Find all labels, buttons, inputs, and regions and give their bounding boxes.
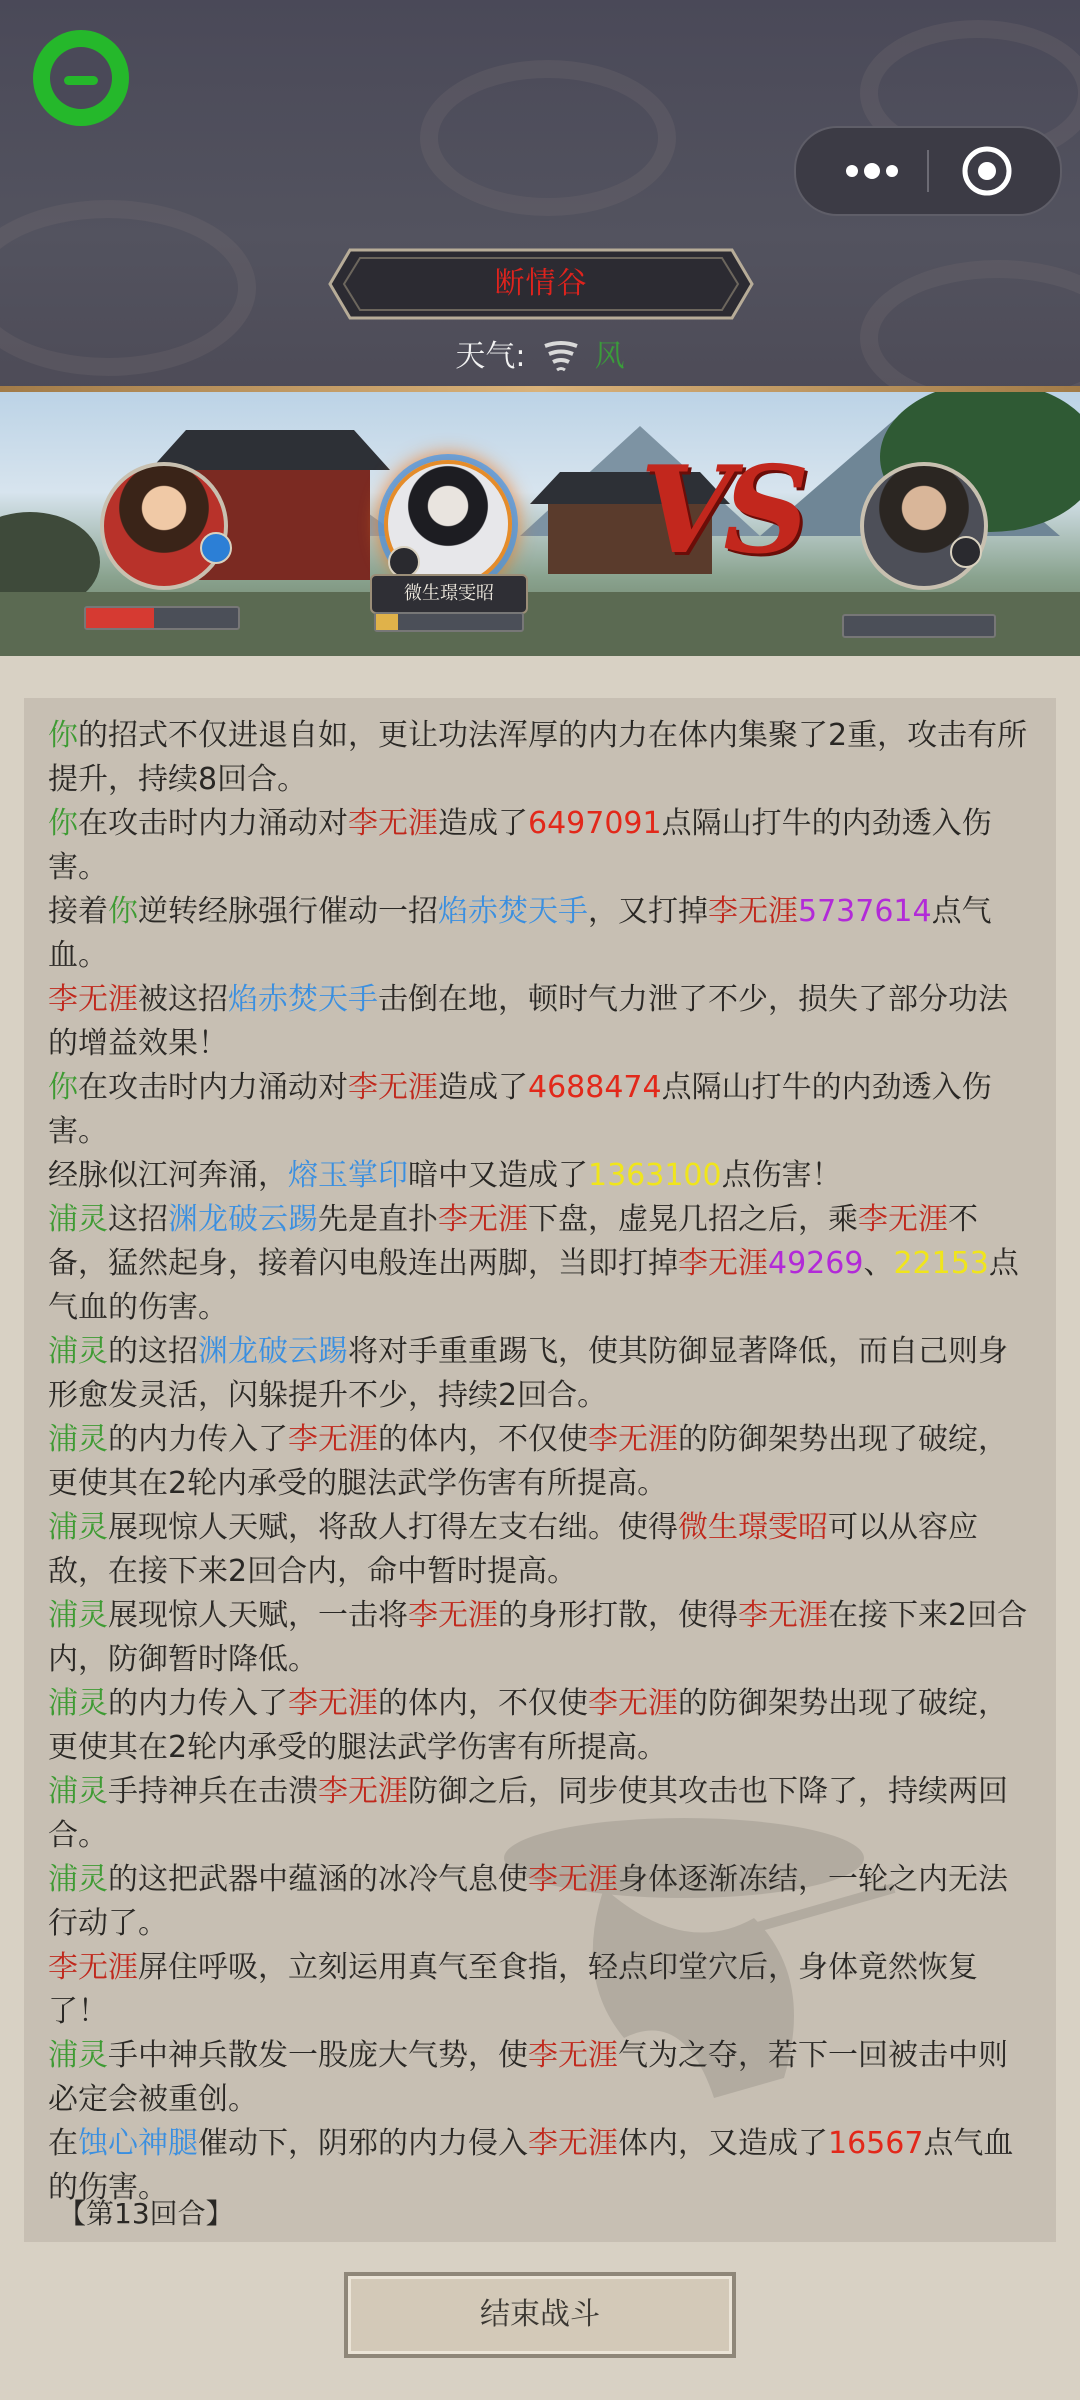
damage-value: 4688474	[528, 1070, 662, 1105]
temple-roof	[150, 430, 390, 470]
log-text: 击倒在地，顿时气力泄了不少，损失了部分功法的增益效果！	[48, 982, 1008, 1061]
damage-value: 49269	[768, 1246, 864, 1281]
target-circle-icon[interactable]	[932, 128, 1042, 214]
character-name: 浦灵	[48, 1422, 108, 1457]
character-name: 李无涯	[48, 982, 138, 1017]
log-text: 将对手重重踢飞，使其防御显著降低，而自己则身形愈发灵活，闪躲提升不少，持续2回合。	[48, 1334, 1008, 1413]
log-text: ，又打掉	[588, 894, 708, 929]
tornado-icon	[541, 338, 581, 378]
character-name: 李无涯	[318, 1774, 408, 1809]
log-entry	[48, 978, 1032, 1066]
hero-name-plate: 微生璟雯昭	[370, 574, 528, 614]
character-name: 李无涯	[48, 1950, 138, 1985]
hero-hp-fill	[376, 614, 398, 630]
battle-log-list	[48, 714, 1032, 2210]
log-text: 点伤害！	[721, 1158, 842, 1193]
character-name: 李无涯	[678, 1246, 768, 1281]
character-name: 你	[48, 806, 78, 841]
log-text: 的内力传入了	[108, 1422, 288, 1457]
log-text: 防御之后，同步使其攻击也下降了，持续两回合。	[48, 1774, 1008, 1853]
log-text: 这招	[108, 1202, 168, 1237]
top-header	[0, 0, 1080, 392]
log-text: 的体内，不仅使	[378, 1422, 588, 1457]
rank-badge-icon	[950, 536, 982, 568]
character-name: 李无涯	[528, 2038, 618, 2073]
damage-value: 6497091	[528, 806, 662, 841]
log-entry	[48, 1946, 1032, 2034]
character-name: 李无涯	[588, 1422, 678, 1457]
log-text: 造成了	[438, 1070, 528, 1105]
log-text: 点隔山打牛的内劲透入伤害。	[48, 806, 992, 885]
character-name: 微生璟雯昭	[678, 1510, 828, 1545]
character-name: 李无涯	[528, 2126, 618, 2161]
log-text: 的这把武器中蕴涵的冰冷气息使	[108, 1862, 528, 1897]
log-entry	[48, 1198, 1032, 1330]
log-entry	[48, 1682, 1032, 1770]
character-name: 李无涯	[708, 894, 798, 929]
log-text: 的防御架势出现了破绽，更使其在2轮内承受的腿法武学伤害有所提高。	[48, 1422, 1008, 1501]
log-text: 展现惊人天赋，一击将	[108, 1598, 408, 1633]
log-text: 在攻击时内力涌动对	[78, 806, 348, 841]
character-name: 李无涯	[528, 1862, 618, 1897]
character-name: 李无涯	[858, 1202, 948, 1237]
log-text: 造成了	[438, 806, 528, 841]
log-text: 的这招	[108, 1334, 198, 1369]
character-name: 浦灵	[48, 1686, 108, 1721]
log-entry	[48, 1770, 1032, 1858]
weather-row	[0, 332, 1080, 382]
log-text: 接着	[48, 894, 108, 929]
end-battle-label: 结束战斗	[480, 2297, 600, 2332]
location-name: 断情谷	[494, 266, 588, 301]
log-text: 的身形打散，使得	[498, 1598, 738, 1633]
character-name: 李无涯	[588, 1686, 678, 1721]
enemy-avatar[interactable]	[860, 462, 988, 590]
character-name: 浦灵	[48, 1774, 108, 1809]
character-name: 你	[48, 1070, 78, 1105]
log-entry	[48, 1330, 1032, 1418]
log-text: 体内，又造成了	[618, 2126, 828, 2161]
log-text: 先是直扑	[318, 1202, 438, 1237]
skill-name: 蚀心神腿	[78, 2126, 198, 2161]
player-hp-fill	[86, 608, 154, 628]
log-entry	[48, 802, 1032, 890]
character-name: 浦灵	[48, 1510, 108, 1545]
character-name: 李无涯	[348, 806, 438, 841]
capsule-divider	[927, 150, 929, 192]
enemy-hp-bar	[842, 614, 996, 638]
log-text: 的内力传入了	[108, 1686, 288, 1721]
character-name: 浦灵	[48, 2038, 108, 2073]
log-entry	[48, 1506, 1032, 1594]
log-text: 的体内，不仅使	[378, 1686, 588, 1721]
log-entry	[48, 1154, 1032, 1198]
log-text: 展现惊人天赋，将敌人打得左支右绌。使得	[108, 1510, 678, 1545]
round-label: 【第13回合】	[58, 2197, 234, 2230]
damage-value: 5737614	[798, 894, 932, 929]
mini-program-capsule	[794, 126, 1062, 216]
element-badge-icon	[200, 532, 232, 564]
log-entry	[48, 1858, 1032, 1946]
log-text: 点气血的伤害。	[48, 1246, 1019, 1325]
hero-hp-bar	[374, 612, 524, 632]
skill-name: 熔玉掌印	[288, 1158, 408, 1193]
log-text: 手中神兵散发一股庞大气势，使	[108, 2038, 528, 2073]
log-text: 在接下来2回合内，防御暂时降低。	[48, 1598, 1028, 1677]
log-text: 、	[863, 1246, 894, 1281]
character-name: 李无涯	[288, 1422, 378, 1457]
log-text: 气为之夺，若下一回被击中则必定会被重创。	[48, 2038, 1008, 2117]
skill-name: 渊龙破云踢	[168, 1202, 318, 1237]
character-name: 你	[48, 718, 78, 753]
weather-value: 风	[594, 339, 625, 374]
character-name: 浦灵	[48, 1598, 108, 1633]
log-entry	[48, 890, 1032, 978]
skill-name: 焰赤焚天手	[438, 894, 588, 929]
character-name: 李无涯	[408, 1598, 498, 1633]
log-text: 下盘，虚晃几招之后，乘	[528, 1202, 858, 1237]
end-battle-button[interactable]	[344, 2272, 736, 2358]
log-text: 点气血。	[48, 894, 992, 973]
character-name: 李无涯	[438, 1202, 528, 1237]
battle-log-panel[interactable]	[24, 698, 1056, 2242]
location-banner	[328, 248, 754, 320]
skill-name: 焰赤焚天手	[228, 982, 378, 1017]
more-dots-icon[interactable]	[814, 128, 924, 214]
log-text: 的招式不仅进退自如，更让功法浑厚的内力在体内集聚了2重，攻击有所提升，持续8回合。	[48, 718, 1028, 797]
log-text: 点隔山打牛的内劲透入伤害。	[48, 1070, 992, 1149]
log-text: 的防御架势出现了破绽，更使其在2轮内承受的腿法武学伤害有所提高。	[48, 1686, 1008, 1765]
log-text: 逆转经脉强行催动一招	[138, 894, 438, 929]
weather-label: 天气:	[455, 339, 526, 374]
log-text: 手持神兵在击溃	[108, 1774, 318, 1809]
log-text: 身体逐渐冻结，一轮之内无法行动了。	[48, 1862, 1008, 1941]
character-name: 李无涯	[738, 1598, 828, 1633]
log-entry	[48, 714, 1032, 802]
damage-value: 22153	[893, 1246, 989, 1281]
character-name: 李无涯	[288, 1686, 378, 1721]
log-text: 催动下，阴邪的内力侵入	[198, 2126, 528, 2161]
player-avatar[interactable]	[100, 462, 228, 590]
skill-name: 渊龙破云踢	[198, 1334, 348, 1369]
chat-bubble-icon[interactable]	[26, 26, 136, 136]
log-entry	[48, 1418, 1032, 1506]
log-text: 不备，猛然起身，接着闪电般连出两脚，当即打掉	[48, 1202, 978, 1281]
character-name: 浦灵	[48, 1862, 108, 1897]
log-text: 在	[48, 2126, 78, 2161]
cloud-decoration	[420, 60, 676, 216]
log-entry	[48, 2034, 1032, 2122]
character-name: 你	[108, 894, 138, 929]
log-text: 被这招	[138, 982, 228, 1017]
log-text: 可以从容应敌，在接下来2回合内，命中暂时提高。	[48, 1510, 978, 1589]
log-text: 屏住呼吸，立刻运用真气至食指，轻点印堂穴后，身体竟然恢复了！	[48, 1950, 978, 2029]
player-hp-bar	[84, 606, 240, 630]
log-text: 点气血的伤害。	[48, 2126, 1014, 2205]
log-text: 在攻击时内力涌动对	[78, 1070, 348, 1105]
vs-label: VS	[640, 440, 800, 581]
damage-value: 16567	[828, 2126, 924, 2161]
log-entry	[48, 1594, 1032, 1682]
log-text: 经脉似江河奔涌，	[48, 1158, 288, 1193]
character-name: 浦灵	[48, 1202, 108, 1237]
log-text: 暗中又造成了	[408, 1158, 588, 1193]
damage-value: 1363100	[588, 1158, 722, 1193]
log-entry	[48, 1066, 1032, 1154]
character-name: 李无涯	[348, 1070, 438, 1105]
character-name: 浦灵	[48, 1334, 108, 1369]
